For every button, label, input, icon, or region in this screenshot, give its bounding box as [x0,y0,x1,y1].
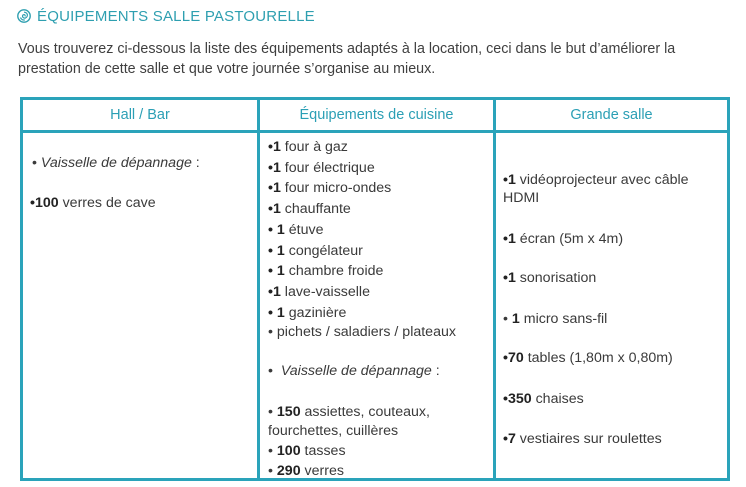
salle-item: •70 tables (1,80m x 0,80m) [503,350,673,366]
cuisine-vaisselle: • Vaisselle de dépannage : [268,363,440,379]
cuisine-item: • 1 gazinière [268,305,347,321]
cuisine-item: •1 four électrique [268,160,375,176]
cuisine-assiettes-cont: fourchettes, cuillères [268,423,399,439]
cuisine-assiettes: • 150 assiettes, couteaux, [268,404,430,420]
salle-item: •350 chaises [503,391,584,407]
salle-item: •1 vidéoprojecteur avec câble [503,172,689,188]
salle-item-cont: HDMI [503,190,540,206]
cuisine-item: • 1 chambre froide [268,263,384,279]
cuisine-item: •1 lave-vaisselle [268,284,370,300]
salle-item: •1 écran (5m x 4m) [503,231,624,247]
header-salle: Grande salle [570,107,653,123]
cuisine-item: •1 four micro-ondes [268,180,392,196]
title-text: ÉQUIPEMENTS SALLE PASTOURELLE [37,7,315,25]
salle-item: • 1 micro sans-fil [503,311,608,327]
cuisine-item: • 1 étuve [268,222,324,238]
hall-verres: •100 verres de cave [30,195,156,211]
salle-item: •7 vestiaires sur roulettes [503,431,662,447]
intro-paragraph [18,39,738,79]
cuisine-tasses: • 100 tasses [268,443,346,459]
flower-icon [17,9,31,23]
intro-line: Vous trouverez ci-dessous la liste des équipements adaptés à la location, ceci dans le but d’améliorer la [18,41,676,57]
column-divider [493,100,496,478]
cuisine-pichets: • pichets / saladiers / plateaux [268,324,456,340]
intro-line: prestation de cette salle et que votre journée s’organise au mieux. [18,61,436,77]
cuisine-item: •1 four à gaz [268,139,348,155]
cuisine-item: • 1 congélateur [268,243,363,259]
equipment-table [20,97,730,481]
column-divider [257,100,260,478]
cuisine-item: •1 chauffante [268,201,351,217]
header-cuisine: Équipements de cuisine [299,107,454,123]
header-hall: Hall / Bar [110,107,170,123]
salle-item: •1 sonorisation [503,270,597,286]
section-title [17,5,315,27]
hall-vaisselle: • Vaisselle de dépannage : [32,155,200,171]
cuisine-verres: • 290 verres [268,463,344,479]
header-divider [23,130,727,133]
